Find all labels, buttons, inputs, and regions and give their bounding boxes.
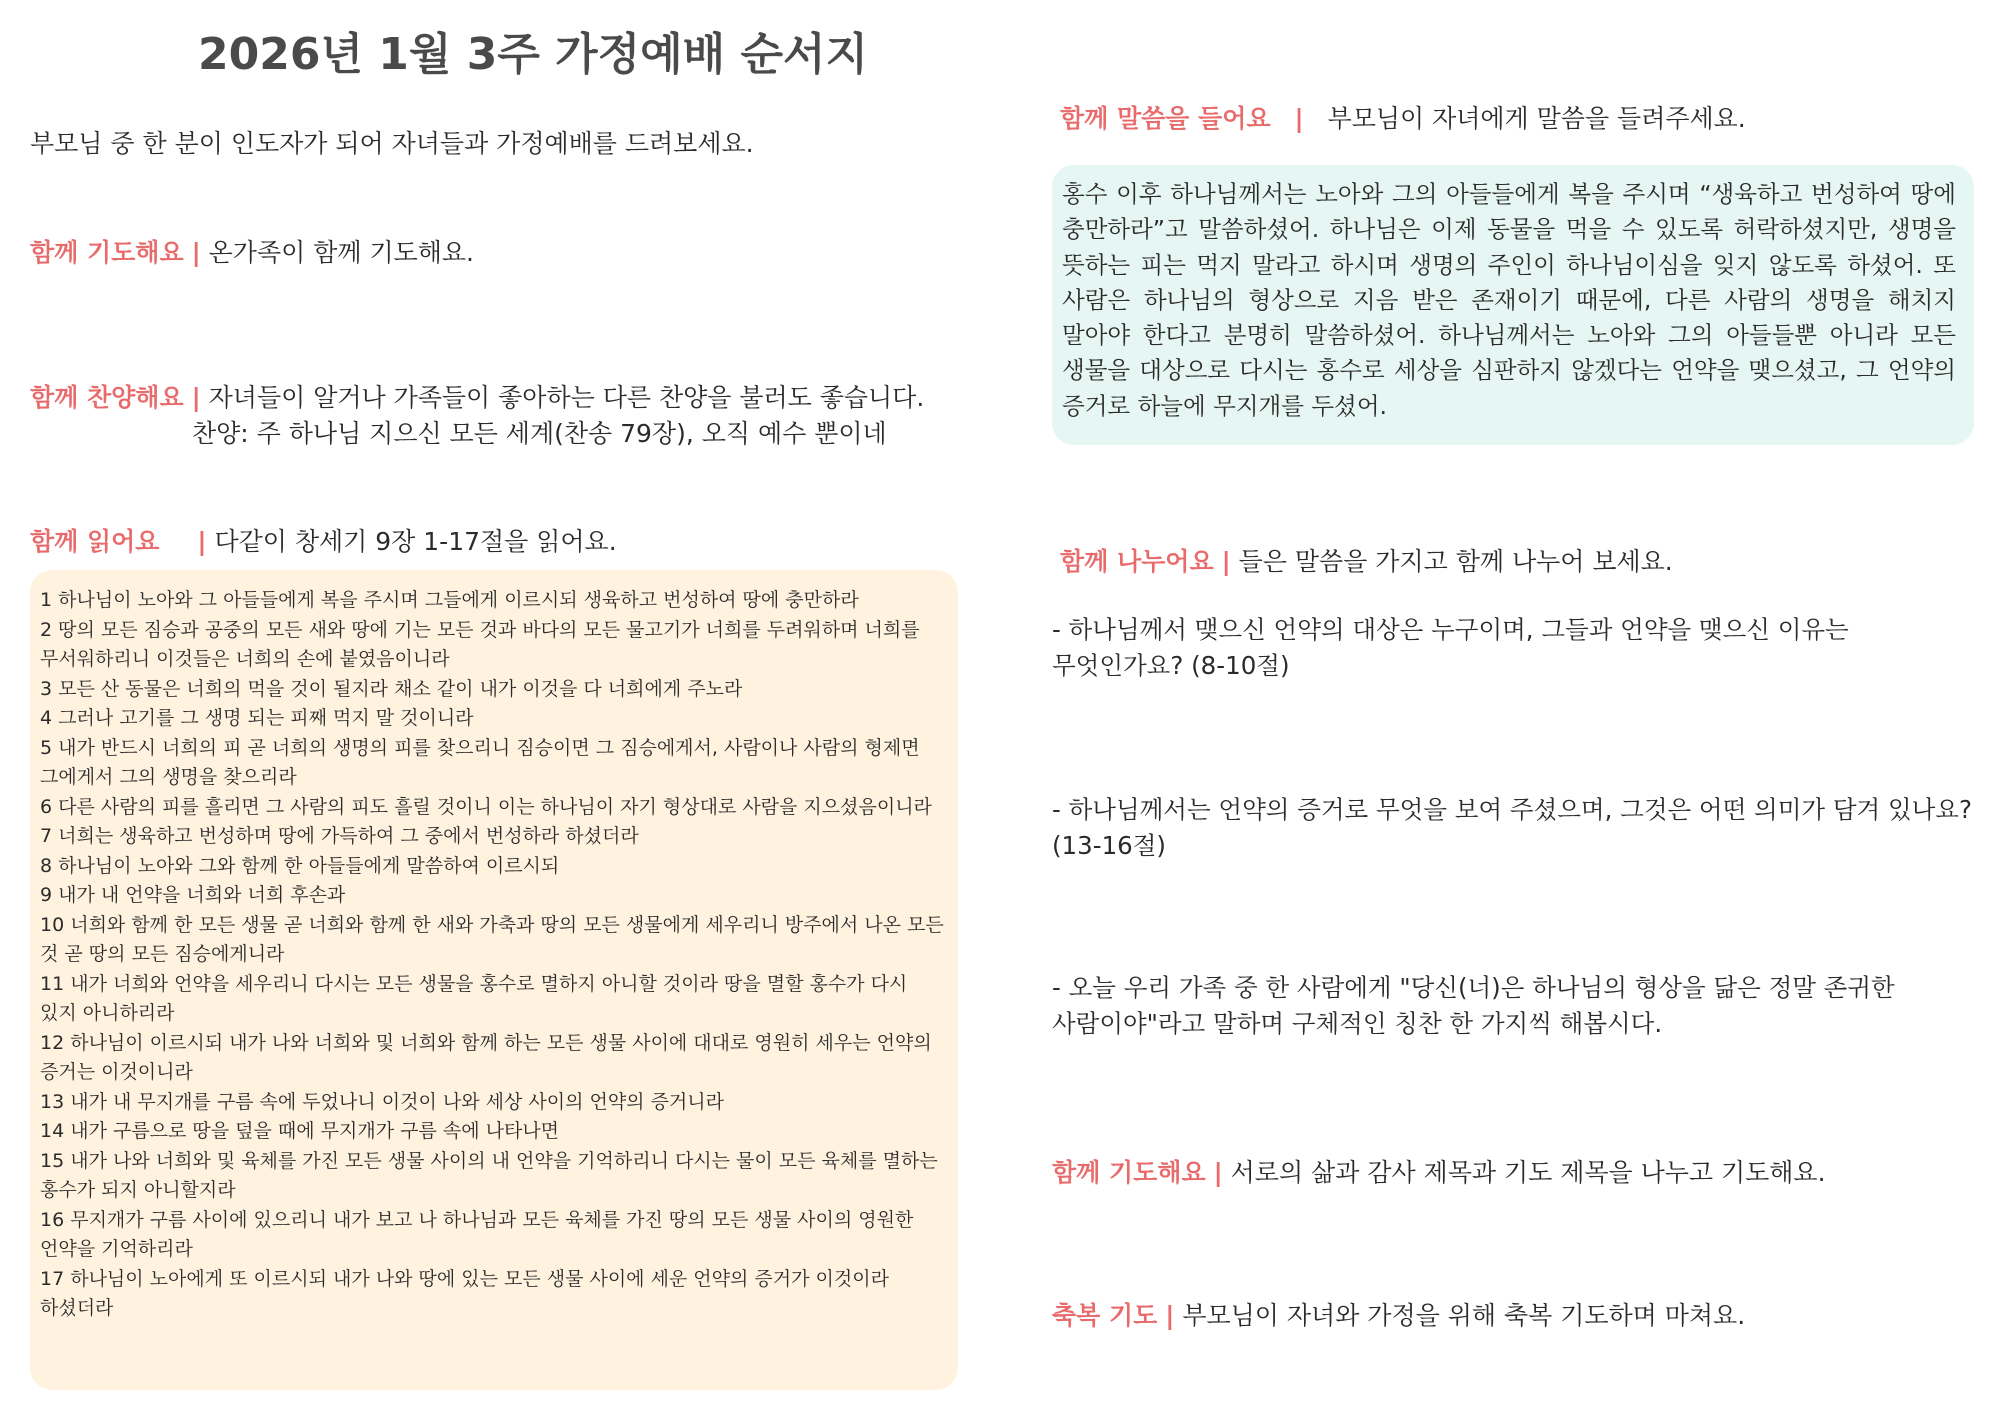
- verse: 16 무지개가 구름 사이에 있으리니 내가 보고 나 하나님과 모든 육체를 가진 땅의 모든 생물 사이의 영원한 언약을 기억하리라: [40, 1208, 914, 1260]
- intro-text: 부모님 중 한 분이 인도자가 되어 자녀들과 가정예배를 드려보세요.: [30, 129, 754, 158]
- section-heading: 함께 말씀을 들어요: [1060, 104, 1271, 133]
- verse: 15 내가 나와 너희와 및 육체를 가진 모든 생물 사이의 내 언약을 기억하리니 다시는 물이 모든 육체를 멸하는 홍수가 되지 아니할지라: [40, 1149, 938, 1201]
- section-heading: 함께 기도해요: [1052, 1158, 1206, 1187]
- verse: 2 땅의 모든 짐승과 공중의 모든 새와 땅에 기는 모든 것과 바다의 모든 물고기가 너희를 두려워하며 너희를 무서워하리니 이것들은 너희의 손에 붙였음이니라: [40, 618, 920, 670]
- section-share: [1060, 542, 1673, 578]
- separator: |: [1165, 1301, 1175, 1330]
- section-text: 서로의 삶과 감사 제목과 기도 제목을 나누고 기도해요.: [1230, 1158, 1826, 1187]
- sermon-box: [1052, 165, 1974, 445]
- verse: 12 하나님이 이르시되 내가 나와 너희와 및 너희와 함께 하는 모든 생물 사이에 대대로 영원히 세우는 언약의 증거는 이것이니라: [40, 1031, 932, 1083]
- separator: |: [1213, 1158, 1223, 1187]
- verse: 4 그러나 고기를 그 생명 되는 피째 먹지 말 것이니라: [40, 707, 474, 729]
- section-heading: 함께 읽어요: [30, 527, 160, 556]
- sermon-text: 홍수 이후 하나님께서는 노아와 그의 아들들에게 복을 주시며 “생육하고 번성하여 땅에 충만하라”고 말씀하셨어. 하나님은 이제 동물을 먹을 수 있도록 허락하셨지만, 생명을 뜻하는 피는 먹지 말라고 하시며 생명의 주인이 하나님이심을 잊지 않도록 하셨어. 또 사람은 하나님의 형상으로 지음 받은 존재이기 때문에, 다른 사람의 생명을 해치지 말아야 한다고 분명히 말씀하셨어. 하나님께서는 노아와 그의 아들들뿐 아니라 모든 생물을 대상으로 다시는 홍수로 세상을 심판하지 않겠다는 언약을 맺으셨고, 그 언약의 증거로 하늘에 무지개를 두셨어.: [1062, 180, 1956, 420]
- verse: 11 내가 너희와 언약을 세우리니 다시는 모든 생물을 홍수로 멸하지 아니할 것이라 땅을 멸할 홍수가 다시 있지 아니하리라: [40, 972, 908, 1024]
- discussion-question: - 하나님께서는 언약의 증거로 무엇을 보여 주셨으며, 그것은 어떤 의미가 담겨 있나요? (13-16절): [1052, 795, 1972, 860]
- page-title: 2026년 1월 3주 가정예배 순서지: [198, 29, 869, 80]
- section-listen: [1060, 99, 1746, 135]
- scripture-box: [30, 570, 958, 1390]
- separator: |: [197, 527, 207, 556]
- section-heading: 함께 나누어요: [1060, 547, 1214, 576]
- section-heading: 함께 찬양해요: [30, 383, 184, 412]
- separator: |: [191, 238, 201, 267]
- verse: 1 하나님이 노아와 그 아들들에게 복을 주시며 그들에게 이르시되 생육하고 번성하여 땅에 충만하라: [40, 589, 859, 611]
- discussion-question: - 하나님께서 맺으신 언약의 대상은 누구이며, 그들과 언약을 맺으신 이유는 무엇인가요? (8-10절): [1052, 615, 1849, 680]
- verse: 13 내가 내 무지개를 구름 속에 두었나니 이것이 나와 세상 사이의 언약의 증거니라: [40, 1090, 724, 1113]
- discussion-question: - 오늘 우리 가족 중 한 사람에게 "당신(너)은 하나님의 형상을 닮은 정말 존귀한 사람이야"라고 말하며 구체적인 칭찬 한 가지씩 해봅시다.: [1052, 973, 1895, 1038]
- section-text: 자녀들이 알거나 가족들이 좋아하는 다른 찬양을 불러도 좋습니다.: [208, 383, 925, 412]
- verse: 14 내가 구름으로 땅을 덮을 때에 무지개가 구름 속에 나타나면: [40, 1120, 560, 1142]
- verse: 17 하나님이 노아에게 또 이르시되 내가 나와 땅에 있는 모든 생물 사이에 세운 언약의 증거가 이것이라 하셨더라: [40, 1267, 889, 1319]
- section-read: [30, 522, 617, 558]
- section-text: 들은 말씀을 가지고 함께 나누어 보세요.: [1238, 547, 1673, 576]
- section-text: 다같이 창세기 9장 1-17절을 읽어요.: [214, 527, 617, 556]
- section-praise: [30, 378, 924, 414]
- praise-songs: 찬양: 주 하나님 지으신 모든 세계(찬송 79장), 오직 예수 뿐이네: [192, 419, 887, 448]
- verse: 7 너희는 생육하고 번성하며 땅에 가득하여 그 중에서 번성하라 하셨더라: [40, 825, 639, 847]
- section-pray-open: [30, 233, 474, 269]
- verse: 5 내가 반드시 너희의 피 곧 너희의 생명의 피를 찾으리니 짐승이면 그 짐승에게서, 사람이나 사람의 형제면 그에게서 그의 생명을 찾으리라: [40, 736, 920, 788]
- verse: 10 너희와 함께 한 모든 생물 곧 너희와 함께 한 새와 가축과 땅의 모든 생물에게 세우리니 방주에서 나온 모든 것 곧 땅의 모든 짐승에게니라: [40, 913, 944, 965]
- separator: |: [1294, 104, 1304, 133]
- section-heading: 함께 기도해요: [30, 238, 184, 267]
- separator: |: [191, 383, 201, 412]
- section-text: 부모님이 자녀에게 말씀을 들려주세요.: [1327, 104, 1746, 133]
- section-text: 온가족이 함께 기도해요.: [208, 238, 474, 267]
- separator: |: [1221, 547, 1231, 576]
- section-blessing: [1052, 1296, 1745, 1332]
- verse: 8 하나님이 노아와 그와 함께 한 아들들에게 말씀하여 이르시되: [40, 854, 560, 877]
- verse: 9 내가 내 언약을 너희와 너희 후손과: [40, 884, 346, 906]
- verse: 3 모든 산 동물은 너희의 먹을 것이 될지라 채소 같이 내가 이것을 다 너희에게 주노라: [40, 677, 743, 700]
- section-pray-close: [1052, 1153, 1826, 1189]
- verse: 6 다른 사람의 피를 흘리면 그 사람의 피도 흘릴 것이니 이는 하나님이 자기 형상대로 사람을 지으셨음이니라: [40, 795, 932, 818]
- section-heading: 축복 기도: [1052, 1301, 1158, 1330]
- section-text: 부모님이 자녀와 가정을 위해 축복 기도하며 마쳐요.: [1182, 1301, 1746, 1330]
